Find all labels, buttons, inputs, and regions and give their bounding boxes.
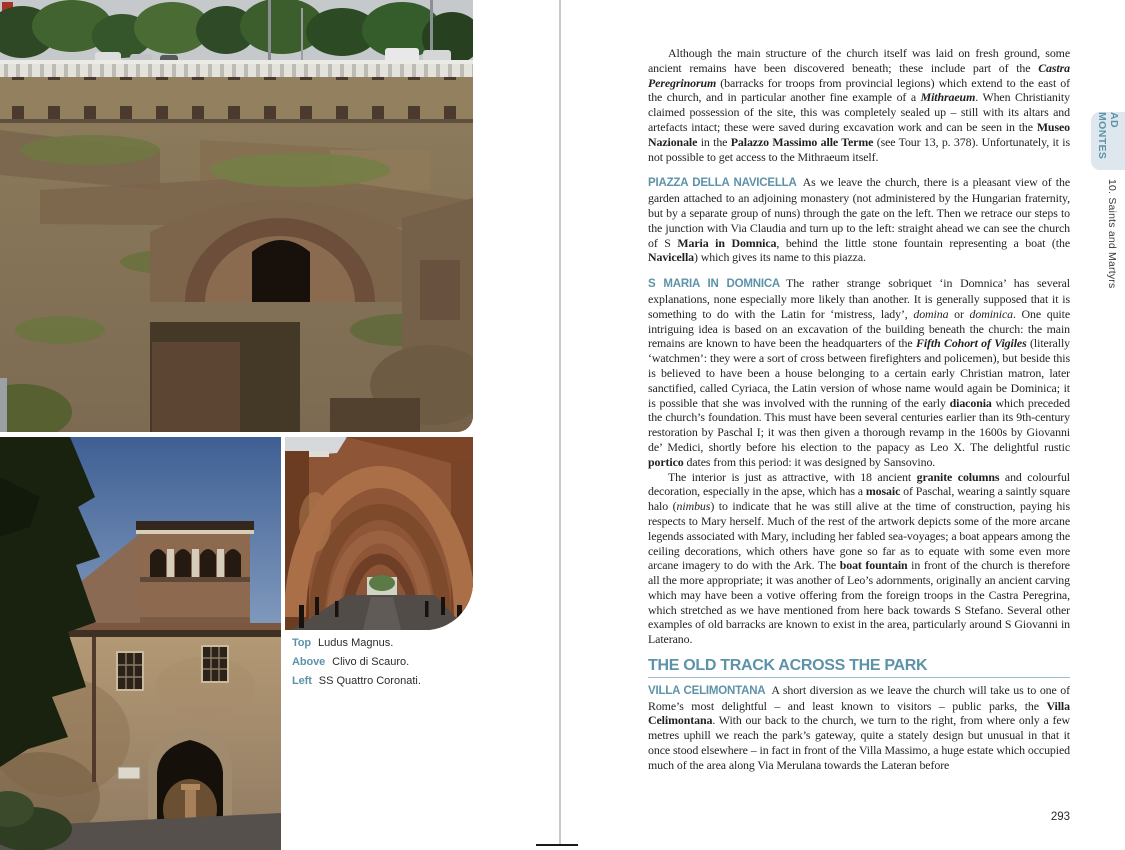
text-run: . With our back to the church, we turn to the right, from where only a few metres uphill we reach the park’s gateway, quite a stately design but unusual in that it once stood elsewhere – in fact in front of the Villa Massimo, a huge estate which occupied much of the area along Via Merulana towards the Lateran before xyxy=(648,713,1070,772)
text-run: portico xyxy=(648,454,684,469)
text-run: mosaic xyxy=(865,484,901,499)
photo-ss-quattro-coronati xyxy=(0,437,281,850)
text-run: in the xyxy=(697,134,731,149)
paragraph-s-maria-in-domnica xyxy=(648,276,1070,469)
page-number: 293 xyxy=(1050,811,1070,823)
text-run: (see Tour 13, p. 378). Unfortunately, it is not possible to get access to the Mithraeum itself. xyxy=(648,134,1070,164)
text-run: Mithraeum xyxy=(920,90,976,105)
text-run: Castra Peregrinorum xyxy=(648,60,1070,90)
text-run: A short diversion as we leave the church will take us to one of Rome’s most delightful – and least known to visitors – public parks, the xyxy=(648,682,1070,713)
text-run: boat fountain xyxy=(839,558,908,573)
text-run: The interior is just as attractive, with 18 ancient xyxy=(668,469,917,484)
chapter-tab xyxy=(1091,112,1125,170)
main-text-column xyxy=(648,46,1070,810)
text-run: domina xyxy=(913,306,949,321)
text-run: or xyxy=(948,306,970,321)
photo-ludus-magnus xyxy=(0,0,473,432)
text-run: Navicella xyxy=(648,250,694,265)
photo-clivo-di-scauro xyxy=(285,437,473,630)
text-run: As we leave the church, there is a pleasant view of the garden attached to an adjoining monastery (not administered by the Hungarian fraternity, but by a separate group of nuns) through the gate on the left. Then we retrace our steps to the junction with Via Claudia and turn up to the left: straight ahead we can see the church of S xyxy=(648,175,1070,250)
ss-quattro-coronati-illustration xyxy=(0,437,281,850)
text-run: dates from this period: it was designed by Sansovino. xyxy=(683,454,936,469)
run-in-heading: VILLA CELIMONTANA xyxy=(648,684,766,697)
caption-left xyxy=(292,674,421,688)
text-run: which preceded the church’s foundation. This must have been several centuries earlier than its 9th-century restoration by Paschal I; it was then given a thorough revamp in the 1600s by Giovanni de’ Medici, shortly before his election to the papacy as Leo X. The delightful rustic xyxy=(648,395,1070,454)
text-run: The rather strange sobriquet ‘in Domnica’ has several explanations, none especially more likely than another. It is generally supposed that it is something to do with the Latin for ‘mistress, lady’, xyxy=(648,276,1070,321)
ludus-magnus-illustration xyxy=(0,0,473,432)
text-run: . When Christianity claimed possession of the site, this was completely sealed up – still with its altars and artefacts intact; these were saved during excavation work and can be seen in the xyxy=(648,90,1070,134)
caption-label-above: Above xyxy=(292,656,326,668)
text-run: dominica xyxy=(969,306,1013,321)
text-run: nimbus xyxy=(676,499,711,514)
chapter-tab-label: AD MONTES xyxy=(1096,112,1120,160)
text-run: of Paschal, wearing a saintly square halo ( xyxy=(648,484,1070,514)
paragraph-villa-celimontana xyxy=(648,683,1070,773)
text-run: Maria in Domnica xyxy=(677,235,777,250)
section-heading-old-track: THE OLD TRACK ACROSS THE PARK xyxy=(648,659,1070,678)
text-run: Fifth Cohort of Vigiles xyxy=(915,336,1027,351)
caption-top xyxy=(292,636,421,650)
fold-mark xyxy=(536,844,578,846)
text-run: and colourful decoration, especially in the apse, which has a xyxy=(648,469,1070,499)
caption-label-top: Top xyxy=(292,637,312,649)
paragraph-mithraeum xyxy=(648,46,1070,164)
text-run: Although the main structure of the church itself was laid on fresh ground, some ancient remains have been discovered beneath; these include part of the xyxy=(648,46,1070,75)
text-run: (literally ‘watchmen’: they were a sort of cross between firefighters and policemen), but beside this is believed to have been a house belonging to a certain early Christian matron, later sanctified, called Cyriaca, the Latin version of whose name would again be Dominica; it is possible that she was involved with the running of the early xyxy=(648,336,1070,410)
text-run: Palazzo Massimo alle Terme xyxy=(730,134,874,149)
photo-captions xyxy=(292,636,421,693)
text-run: , behind the little stone fountain representing a boat (the xyxy=(776,235,1070,250)
caption-text-top: Ludus Magnus. xyxy=(318,637,394,649)
caption-above xyxy=(292,655,421,669)
text-run: Museo Nazionale xyxy=(648,119,1070,149)
text-run: Villa Celimontana xyxy=(648,698,1070,728)
paragraph-interior xyxy=(648,470,1070,648)
caption-text-above: Clivo di Scauro. xyxy=(332,656,410,668)
paragraph-piazza-della-navicella xyxy=(648,175,1070,265)
clivo-di-scauro-illustration xyxy=(285,437,473,630)
text-run: granite columns xyxy=(916,469,1000,484)
text-run: in front of the church is therefore all the more appropriate; it was another of Leo’s adornments, originally an ancient carving which may have been a votive offering from the foreign troops in the Castra Peregrina, which stretched as we have mentioned from here back towards S Stefano. Several other examples of old barracks are known to exist in the area, particularly around S Giovanni in Laterano. xyxy=(648,558,1070,647)
caption-label-left: Left xyxy=(292,675,312,687)
run-in-heading: S MARIA IN DOMNICA xyxy=(648,278,781,291)
chapter-title-vertical: 10. Saints and Martyrs xyxy=(1106,179,1118,289)
text-run: ) to indicate that he was still alive at the time of construction, paying his respects to Mary herself. Much of the rest of the artwork depicts some of the more arcane legends associated with Mary, including her fabled sea-voyages; a boat appears among the ceiling decorations, which others have gone so far as to equate with some even more arcane imagery to do with the Ark. The xyxy=(648,499,1070,573)
text-run: diaconia xyxy=(949,395,992,410)
caption-text-left: SS Quattro Coronati. xyxy=(318,675,421,687)
text-run: (barracks for troops from provincial legions) which extend to the east of the church, and in particular another fine example of a xyxy=(648,75,1070,105)
text-run: . One quite intriguing idea is based on an excavation of the building beneath the church: the main remains are known to have been the headquarters of the xyxy=(648,306,1070,351)
text-run: ) which gives its name to this piazza. xyxy=(694,250,866,265)
page-gutter-divider xyxy=(559,0,561,845)
run-in-heading: PIAZZA DELLA NAVICELLA xyxy=(648,177,797,190)
